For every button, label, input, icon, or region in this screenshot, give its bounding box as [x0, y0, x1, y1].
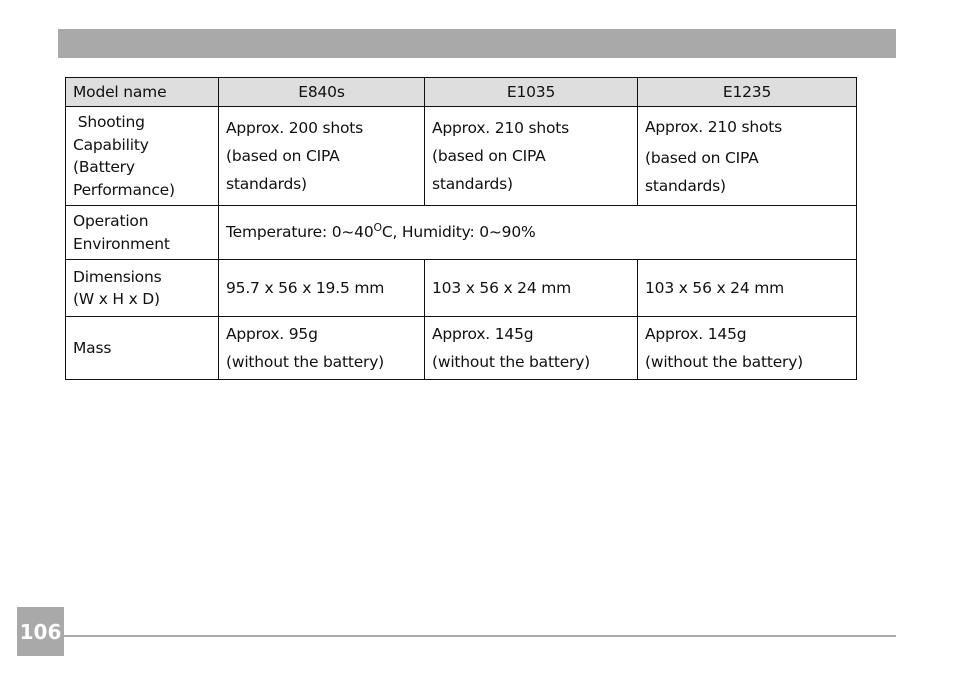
table-cell: 95.7 x 56 x 19.5 mm	[219, 260, 425, 317]
model-e1035: E1035	[425, 78, 638, 107]
spec-table	[65, 77, 857, 380]
model-e1235: E1235	[638, 78, 857, 107]
table-cell: Approx. 200 shots (based on CIPA standards)	[219, 107, 425, 206]
header-bar	[58, 29, 896, 58]
page-number: 106	[17, 607, 64, 656]
footer-divider	[64, 635, 896, 637]
row-label: Mass	[66, 317, 219, 380]
table-row-mass	[66, 317, 857, 380]
row-label: Shooting Capability (Battery Performance)	[66, 107, 219, 206]
row-label: Operation Environment	[66, 206, 219, 260]
row-label: Dimensions (W x H x D)	[66, 260, 219, 317]
table-row-operation-environment	[66, 206, 857, 260]
table-cell: 103 x 56 x 24 mm	[425, 260, 638, 317]
degree-superscript: O	[373, 220, 382, 234]
table-row-shooting-capability	[66, 107, 857, 206]
table-header-row	[66, 78, 857, 107]
table-row-dimensions	[66, 260, 857, 317]
table-cell: Approx. 210 shots (based on CIPA standards)	[638, 107, 857, 206]
model-name-label: Model name	[66, 78, 219, 107]
model-e840s: E840s	[219, 78, 425, 107]
table-cell: Approx. 145g (without the battery)	[425, 317, 638, 380]
table-cell: Approx. 95g (without the battery)	[219, 317, 425, 380]
table-cell: Approx. 145g (without the battery)	[638, 317, 857, 380]
table-cell: Approx. 210 shots (based on CIPA standards)	[425, 107, 638, 206]
table-cell: 103 x 56 x 24 mm	[638, 260, 857, 317]
table-cell-merged: Temperature: $0\sim 40^OC$, Humidity: 0~90%	[219, 206, 857, 260]
